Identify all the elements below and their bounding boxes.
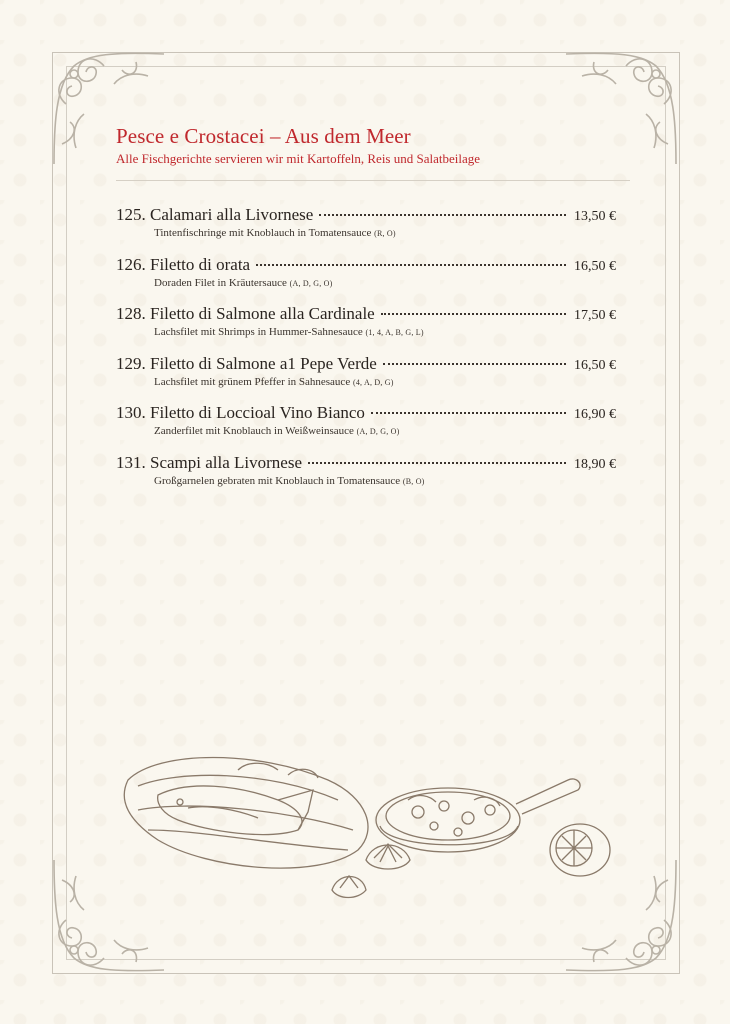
section-subtitle: Alle Fischgerichte servieren wir mit Kartoffeln, Reis und Salatbeilage <box>116 151 481 166</box>
dish-name: 131. Scampi alla Livornese <box>116 452 303 472</box>
allergen-codes: (4, A, D, G) <box>352 377 394 387</box>
header-divider <box>116 180 630 181</box>
dot-leader <box>319 214 566 216</box>
dish-price: 16,50 € <box>574 258 616 274</box>
dish-description <box>154 276 616 291</box>
menu-item <box>116 304 616 354</box>
dish-description-text: Lachsfilet mit Shrimps in Hummer-Sahnesauce <box>154 326 363 338</box>
dish-name: 126. Filetto di orata <box>116 254 251 274</box>
dish-description-text: Lachsfilet mit grünem Pfeffer in Sahnesauce <box>154 375 351 388</box>
menu-item <box>116 354 616 404</box>
seafood-illustration <box>118 740 618 920</box>
menu-item <box>116 255 616 305</box>
dish-description-text: Zanderfilet mit Knoblauch in Weißweinsauce <box>154 425 354 437</box>
dish-name: 130. Filetto di Loccioal Vino Bianco <box>116 403 365 422</box>
dish-price: 13,50 € <box>574 209 616 224</box>
section-header <box>116 124 636 167</box>
dish-name: 129. Filetto di Salmone a1 Pepe Verde <box>116 353 377 373</box>
menu-item <box>116 403 616 453</box>
dot-leader <box>381 313 566 315</box>
allergen-codes: (A, D, G, O) <box>356 427 400 436</box>
allergen-codes: (A, D, G, O) <box>289 278 333 288</box>
menu-list <box>116 205 616 502</box>
dish-description <box>154 375 616 390</box>
dish-description <box>154 424 616 439</box>
dot-leader <box>371 412 566 414</box>
allergen-codes: (R, O) <box>374 229 396 238</box>
dish-name: 128. Filetto di Salmone alla Cardinale <box>116 304 375 323</box>
dish-description-text: Doraden Filet in Kräutersauce <box>154 276 287 289</box>
dish-name: 125. Calamari alla Livornese <box>116 205 314 224</box>
dish-price: 17,50 € <box>574 308 616 323</box>
section-title: Pesce e Crostacei – Aus dem Meer <box>116 124 411 148</box>
menu-item <box>116 453 616 503</box>
dot-leader <box>256 264 566 266</box>
menu-item <box>116 205 616 255</box>
dish-description <box>154 325 616 340</box>
dot-leader <box>383 363 566 365</box>
allergen-codes: (1, 4, A, B, G, L) <box>365 328 424 337</box>
dish-description-text: Großgarnelen gebraten mit Knoblauch in Tomatensauce <box>154 474 401 487</box>
allergen-codes: (B, O) <box>402 476 425 486</box>
dish-price: 16,50 € <box>574 357 616 373</box>
dish-description <box>154 474 616 489</box>
dish-description <box>154 226 616 241</box>
dish-price: 16,90 € <box>574 407 616 422</box>
dot-leader <box>308 462 566 464</box>
dish-price: 18,90 € <box>574 456 616 472</box>
dish-description-text: Tintenfischringe mit Knoblauch in Tomatensauce <box>154 227 372 239</box>
